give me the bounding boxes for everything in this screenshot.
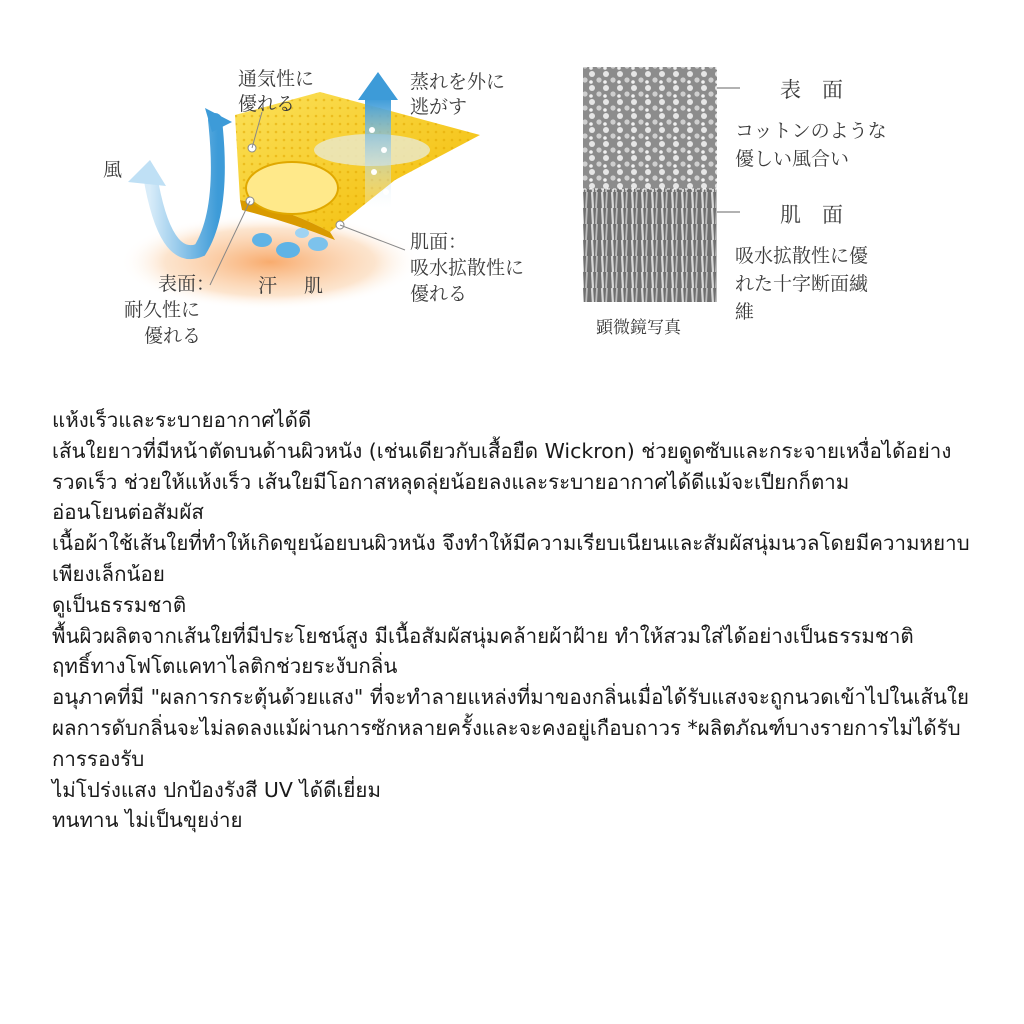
paragraph-deodorizing: อนุภาคที่มี "ผลการกระตุ้นด้วยแสง" ที่จะทำลายแหล่งที่มาของกลิ่นเมื่อได้รับแสงจะถูกนวดเข้าไปในเส้นใย ผลการดับกลิ่นจะไม่ลดลงแม้ผ่านการซักหลายครั้งและจะคงอยู่เกือบถาวร *ผลิตภัณฑ์บางรายการไม่ได้รับการรองรับ	[52, 685, 969, 771]
vapor-label: 蒸れを外に 逃がす	[410, 71, 506, 118]
sweat-label: 汗	[258, 275, 278, 297]
micrograph-photo	[583, 67, 717, 302]
skin-label: 肌	[304, 275, 324, 297]
fabric-diagram	[0, 0, 1024, 370]
micrograph-surface-title: 表 面	[780, 78, 843, 102]
breathable-label: 通気性に 優れる	[238, 68, 315, 115]
paragraph-quick-dry: เส้นใยยาวที่มีหน้าตัดบนด้านผิวหนัง (เช่นเดียวกับเสื้อยืด Wickron) ช่วยดูดซับและกระจายเหงื่อได้อย่างรวดเร็ว ช่วยให้แห้งเร็ว เส้นใยมีโอกาสหลุดลุ่ยน้อยลงและระบายอากาศได้ดีแม้จะเปียกก็ตาม	[52, 438, 952, 494]
wind-label: 風	[103, 159, 123, 181]
heading-durable: ทนทาน ไม่เป็นขุยง่าย	[52, 808, 243, 833]
heading-deodorizing: ฤทธิ์ทางโฟโตแคทาไลติกช่วยระงับกลิ่น	[52, 654, 398, 679]
heading-quick-dry: แห้งเร็วและระบายอากาศได้ดี	[52, 408, 312, 432]
surface-durable-label: 表面： 耐久性に 優れる	[124, 273, 216, 347]
skin-side-label: 肌面： 吸水拡散性に 優れる	[410, 231, 525, 305]
micrograph-skin-title: 肌 面	[780, 203, 843, 227]
paragraph-natural-look: พื้นผิวผลิตจากเส้นใยที่มีประโยชน์สูง มีเนื้อสัมผัสนุ่มคล้ายผ้าฝ้าย ทำให้สวมใส่ได้อย่างเป็นธรรมชาติ	[52, 623, 914, 648]
heading-gentle-touch: อ่อนโยนต่อสัมผัส	[52, 500, 204, 525]
micrograph-surface-desc: コットンのような 優しい風合い	[735, 120, 887, 170]
paragraph-gentle-touch: เนื้อผ้าใช้เส้นใยที่ทำให้เกิดขุยน้อยบนผิวหนัง จึงทำให้มีความเรียบเนียนและสัมผัสนุ่มนวลโดยมีความหยาบเพียงเล็กน้อย	[52, 531, 970, 586]
feature-description	[52, 405, 982, 836]
micrograph-skin-desc: 吸水拡散性に優 れた十字断面繊 維	[735, 245, 869, 323]
heading-natural-look: ดูเป็นธรรมชาติ	[52, 592, 187, 617]
micrograph-caption: 顕微鏡写真	[596, 318, 681, 338]
heading-uv-protection: ไม่โปร่งแสง ปกป้องรังสี UV ได้ดีเยี่ยม	[52, 777, 381, 802]
